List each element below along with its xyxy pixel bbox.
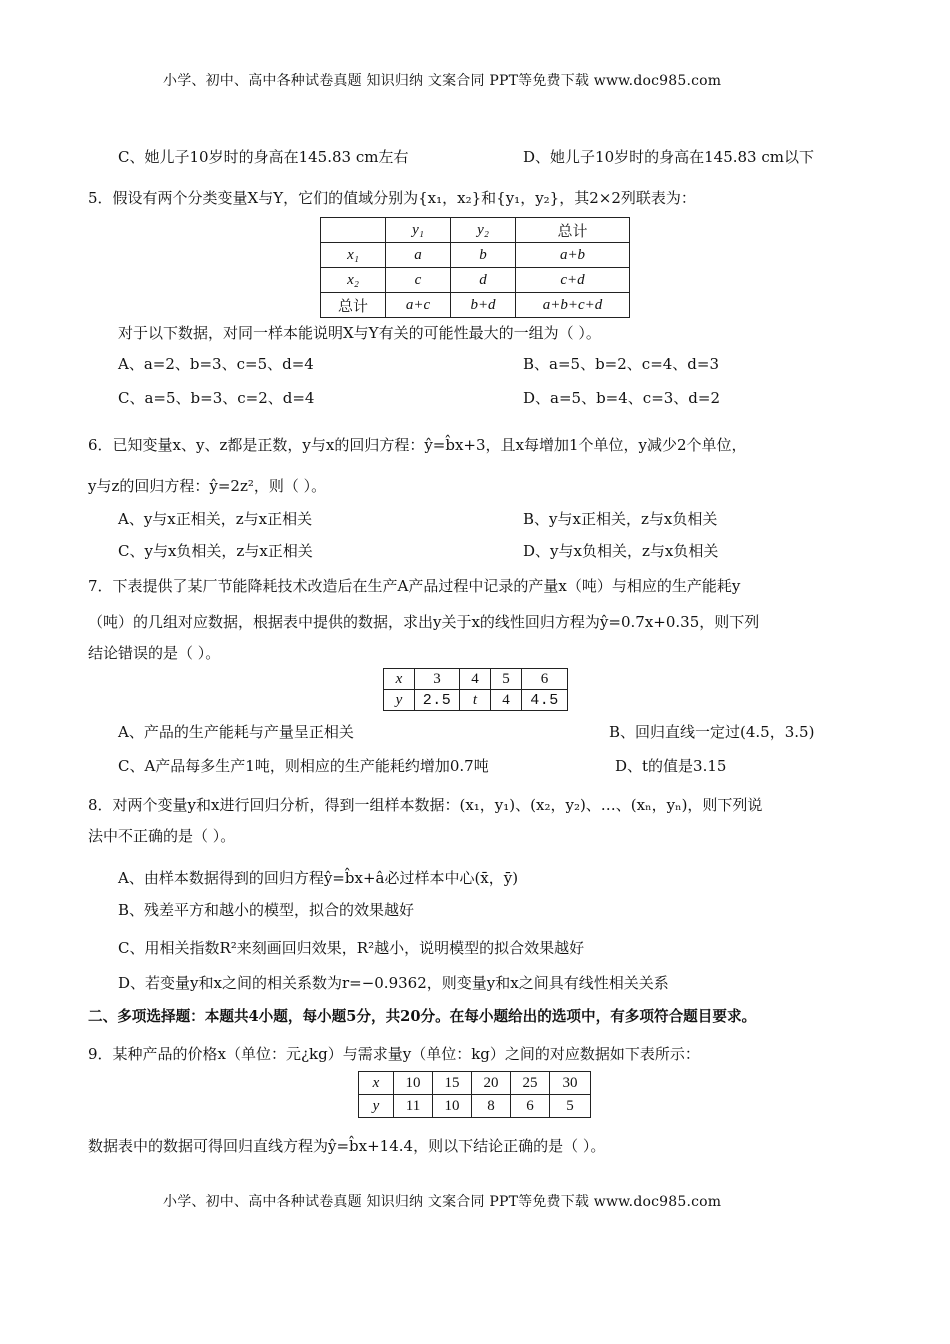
table-cell: x₂	[321, 268, 386, 293]
table-row	[359, 1072, 591, 1095]
table-cell: 8	[472, 1095, 511, 1118]
q5-stem: 5．假设有两个分类变量X与Y，它们的值域分别为{x₁，x₂}和{y₁，y₂}，其2×2列联表为：	[88, 189, 696, 207]
q5-contingency-table	[320, 217, 630, 318]
table-cell: b+d	[451, 293, 516, 318]
q5-option-d: D、a=5、b=4、c=3、d=2	[523, 389, 721, 407]
q6-option-b: B、y与x正相关，z与x负相关	[523, 510, 718, 528]
q8-option-c: C、用相关指数R²来刻画回归效果，R²越小，说明模型的拟合效果越好	[118, 939, 585, 957]
table-cell: a+c	[386, 293, 451, 318]
table-row	[321, 293, 630, 318]
q6-line1: 6．已知变量x、y、z都是正数，y与x的回归方程：ŷ=b̂x+3，且x每增加1个单位，y减少2个单位，	[88, 436, 747, 454]
table-cell: 10	[394, 1072, 433, 1095]
table-cell: 5	[491, 669, 522, 690]
table-cell: 4	[460, 669, 491, 690]
q6-option-a: A、y与x正相关，z与x正相关	[118, 510, 313, 528]
table-cell: c	[386, 268, 451, 293]
table-cell: 4.5	[522, 690, 568, 711]
q7-line1: 7．下表提供了某厂节能降耗技术改造后在生产A产品过程中记录的产量x（吨）与相应的生产能耗y	[88, 577, 741, 595]
table-cell: 4	[491, 690, 522, 711]
q7-option-b: B、回归直线一定过(4.5，3.5)	[609, 723, 815, 741]
q6-option-d: D、y与x负相关，z与x负相关	[523, 542, 719, 560]
q5-option-c: C、a=5、b=3、c=2、d=4	[118, 389, 315, 407]
table-row	[321, 218, 630, 243]
q8-option-a: A、由样本数据得到的回归方程ŷ=b̂x+â必过样本中心(x̄，ȳ)	[118, 869, 519, 887]
q5-option-b: B、a=5、b=2、c=4、d=3	[523, 355, 720, 373]
page-footer: 小学、初中、高中各种试卷真题 知识归纳 文案合同 PPT等免费下载 www.doc985.com	[163, 1194, 722, 1210]
table-cell: 25	[511, 1072, 550, 1095]
q4-option-c: C、她儿子10岁时的身高在145.83 cm左右	[118, 148, 409, 166]
table-cell: a+b+c+d	[516, 293, 630, 318]
table-cell: 3	[415, 669, 460, 690]
q9-line1: 9．某种产品的价格x（单位：元¿kg）与需求量y（单位：kg）之间的对应数据如下表所示：	[88, 1045, 700, 1063]
q8-line1: 8．对两个变量y和x进行回归分析，得到一组样本数据：(x₁，y₁)、(x₂，y₂)、…、(xₙ，yₙ)，则下列说	[88, 796, 763, 814]
q7-option-c: C、A产品每多生产1吨，则相应的生产能耗约增加0.7吨	[118, 757, 489, 775]
q9-line2: 数据表中的数据可得回归直线方程为ŷ=b̂x+14.4，则以下结论正确的是（ ）。	[88, 1137, 606, 1155]
table-row	[321, 268, 630, 293]
table-cell: 总计	[321, 293, 386, 318]
table-cell: 30	[550, 1072, 591, 1095]
table-row	[359, 1095, 591, 1118]
table-cell: a+b	[516, 243, 630, 268]
table-cell: 5	[550, 1095, 591, 1118]
q4-option-d: D、她儿子10岁时的身高在145.83 cm以下	[523, 148, 814, 166]
table-cell: 15	[433, 1072, 472, 1095]
q8-option-b: B、残差平方和越小的模型，拟合的效果越好	[118, 901, 415, 919]
q5-option-a: A、a=2、b=3、c=5、d=4	[118, 355, 314, 373]
table-cell: y	[384, 690, 415, 711]
table-cell: 6	[511, 1095, 550, 1118]
page-header: 小学、初中、高中各种试卷真题 知识归纳 文案合同 PPT等免费下载 www.doc985.com	[163, 73, 722, 89]
q9-data-table	[358, 1071, 591, 1118]
table-cell: 6	[522, 669, 568, 690]
table-cell: x	[359, 1072, 394, 1095]
table-cell: y₁	[386, 218, 451, 243]
q6-line2: y与z的回归方程：ŷ=2z²，则（ ）。	[88, 477, 327, 495]
q7-line2: （吨）的几组对应数据，根据表中提供的数据，求出y关于x的线性回归方程为ŷ=0.7x+0.35，则下列	[88, 613, 760, 631]
table-cell: 11	[394, 1095, 433, 1118]
q6-option-c: C、y与x负相关，z与x正相关	[118, 542, 313, 560]
table-cell: y	[359, 1095, 394, 1118]
table-cell: 10	[433, 1095, 472, 1118]
q7-option-d: D、t的值是3.15	[615, 757, 727, 775]
q7-option-a: A、产品的生产能耗与产量呈正相关	[118, 723, 354, 741]
table-cell: 20	[472, 1072, 511, 1095]
q7-line3: 结论错误的是（ ）。	[88, 644, 221, 662]
table-cell: y₂	[451, 218, 516, 243]
table-cell: t	[460, 690, 491, 711]
section-2-heading: 二、多项选择题：本题共4小题，每小题5分，共20分。在每小题给出的选项中，有多项符合题目要求。	[88, 1008, 757, 1025]
table-cell: 总计	[516, 218, 630, 243]
table-cell	[321, 218, 386, 243]
q7-data-table	[383, 668, 568, 711]
table-cell: b	[451, 243, 516, 268]
table-cell: 2.5	[415, 690, 460, 711]
q5-question: 对于以下数据，对同一样本能说明X与Y有关的可能性最大的一组为（ ）。	[118, 324, 601, 342]
table-row	[384, 690, 568, 711]
table-cell: x	[384, 669, 415, 690]
table-cell: d	[451, 268, 516, 293]
q8-line2: 法中不正确的是（ ）。	[88, 827, 236, 845]
table-cell: a	[386, 243, 451, 268]
table-row	[384, 669, 568, 690]
q8-option-d: D、若变量y和x之间的相关系数为r=−0.9362，则变量y和x之间具有线性相关关系	[118, 974, 669, 992]
table-cell: c+d	[516, 268, 630, 293]
table-row	[321, 243, 630, 268]
table-cell: x₁	[321, 243, 386, 268]
